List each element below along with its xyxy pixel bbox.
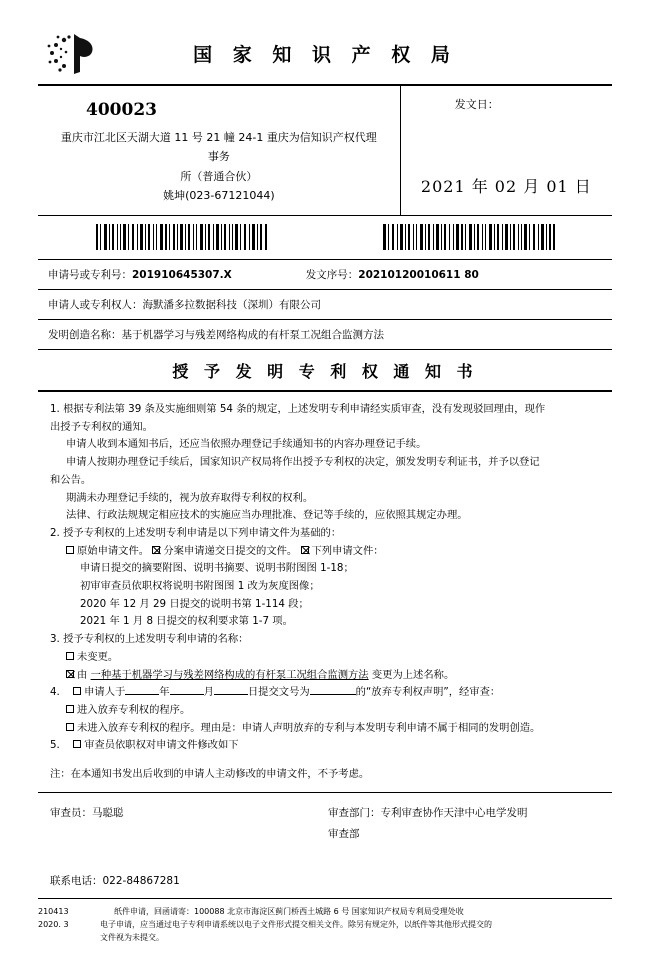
item4-text-d: 日提交文号为 xyxy=(247,686,310,699)
issue-date-value: 2021 年 02 月 01 日 xyxy=(420,177,592,196)
document-note: 注：在本通知书发出后收到的申请人主动修改的申请文件，不予考虑。 xyxy=(50,768,370,781)
item4-text-c: 月 xyxy=(203,686,214,699)
department-value-line2: 审查部 xyxy=(328,828,360,841)
item3-option1 xyxy=(50,649,600,667)
item1-para3: 期满未办理登记手续的，视为放弃取得专利权的权利。 xyxy=(66,491,314,504)
examiner-name: 马聪聪 xyxy=(92,807,124,820)
item3-option2 xyxy=(50,667,600,685)
page-title: 国 家 知 识 产 权 局 xyxy=(193,44,457,66)
item1-para2-cont: 和公告。 xyxy=(50,473,92,486)
addressee-block xyxy=(38,86,401,215)
item1-line1: 1. 根据专利法第 39 条及实施细则第 54 条的规定，上述发明专利申请经实质审查，没有发现驳回理由，现作 xyxy=(50,403,546,415)
item3-heading: 3. 授予专利权的上述发明专利申请的名称： xyxy=(50,633,249,646)
item4-option1 xyxy=(50,702,600,720)
issue-date-block xyxy=(401,86,612,215)
serial-number-value: 20210120010611 80 xyxy=(358,269,479,281)
document-title: 授 予 发 明 专 利 权 通 知 书 xyxy=(38,350,612,392)
item1-para2: 申请人按期办理登记手续后，国家知识产权局将作出授予专利权的决定，颁发发明专利证书，并予以登记 xyxy=(66,456,540,469)
footer-line-1: 纸件申请，回函请寄：100088 北京市海淀区蓟门桥西土城路 6 号 国家知识产权局专利局受理处收 xyxy=(114,907,464,917)
application-number-label: 申请号或专利号： xyxy=(48,269,132,281)
barcode-serial-number-icon xyxy=(383,224,555,250)
examiner-label: 审查员： xyxy=(50,807,92,820)
item4-option2 xyxy=(50,720,600,738)
notice-document xyxy=(0,28,650,958)
address-line-1: 重庆市江北区天湖大道 11 号 21 幢 24-1 重庆为信知识产权代理事务 xyxy=(60,131,377,164)
phone-label: 联系电话： xyxy=(50,875,103,888)
checkbox-name-changed[interactable] xyxy=(66,670,74,678)
invention-title-label: 发明创造名称： xyxy=(48,329,122,341)
item1-para4: 法律、行政法规规定相应技术的实施应当办理批准、登记等手续的，应依照其规定办理。 xyxy=(66,509,468,522)
item2-heading: 2. 授予专利权的上述发明专利申请是以下列申请文件为基础的： xyxy=(50,526,342,539)
postcode: 400023 xyxy=(86,100,157,120)
item2-options xyxy=(50,543,600,561)
application-number-row xyxy=(38,260,612,290)
document-footer xyxy=(38,905,612,945)
footer-code-1: 210413 xyxy=(38,907,69,917)
item2-option1-label: 原始申请文件。 xyxy=(77,544,150,557)
invention-title-value: 基于机器学习与残差网络构成的有杆泵工况组合监测方法 xyxy=(121,329,384,341)
item5-row xyxy=(50,737,600,755)
applicant-value: 海默潘多拉数据科技（深圳）有限公司 xyxy=(142,299,321,311)
phone-value: 022-84867281 xyxy=(102,875,180,888)
item2-list-1: 申请日提交的摘要附图、说明书摘要、说明书附图图 1-18； xyxy=(80,562,354,575)
checkbox-not-enter-waiver-procedure[interactable] xyxy=(66,723,74,731)
item2-list-2: 初审审查员依职权将说明书附图图 1 改为灰度图像； xyxy=(80,580,320,593)
application-number-value: 201910645307.X xyxy=(132,269,232,281)
waiver-day-field[interactable] xyxy=(214,694,248,695)
item1-para1: 申请人收到本通知书后，还应当依照办理登记手续通知书的内容办理登记手续。 xyxy=(66,438,427,451)
item5-number: 5. xyxy=(50,739,60,752)
applicant-label: 申请人或专利权人： xyxy=(48,299,143,311)
signature-block xyxy=(38,793,612,867)
department-label: 审查部门： xyxy=(328,807,381,820)
invention-title-row xyxy=(38,320,612,350)
item4-number: 4. xyxy=(50,686,60,699)
waiver-year-field[interactable] xyxy=(125,694,159,695)
address-line-2: 所（普通合伙） xyxy=(180,169,258,183)
barcode-row xyxy=(38,216,612,260)
footer-line-3: 文件视为未提交。 xyxy=(100,933,164,943)
checkbox-name-unchanged[interactable] xyxy=(66,652,74,660)
item2-list-4: 2021 年 1 月 8 日提交的权利要求第 1-7 项。 xyxy=(80,615,293,628)
document-body xyxy=(38,392,612,755)
item5-label: 审查员依职权对申请文件修改如下 xyxy=(84,739,239,752)
issue-date-label: 发文日： xyxy=(454,98,499,111)
checkbox-divisional-documents[interactable] xyxy=(152,546,160,554)
item3-option2-suffix: 变更为上述名称。 xyxy=(371,668,455,681)
department-value: 专利审查协作天津中心电学发明 xyxy=(380,807,528,820)
barcode-application-number-icon xyxy=(96,224,268,250)
waiver-docno-field[interactable] xyxy=(310,694,356,695)
checkbox-examiner-amendment[interactable] xyxy=(73,740,81,748)
applicant-row xyxy=(38,290,612,320)
item3-option1-label: 未变更。 xyxy=(77,650,119,663)
item4-text-e: 的“放弃专利权声明”，经审查： xyxy=(355,686,501,699)
footer-line-2: 电子申请，应当通过电子专利申请系统以电子文件形式提交相关文件。除另有规定外，以纸件等其他形式提交的 xyxy=(100,920,492,930)
checkbox-following-documents[interactable] xyxy=(301,546,309,554)
item1-line2: 出授予专利权的通知。 xyxy=(50,420,153,433)
item2-list-3: 2020 年 12 月 29 日提交的说明书第 1-114 段； xyxy=(80,597,309,610)
item4-option2-label: 未进入放弃专利权的程序。理由是：申请人声明放弃的专利与本发明专利申请不属于相同的发明创造。 xyxy=(77,721,541,734)
item4-text-b: 年 xyxy=(159,686,170,699)
item3-option2-prefix: 由 xyxy=(77,668,88,681)
item4-row xyxy=(50,684,600,702)
contact-phone-row xyxy=(38,867,612,899)
document-header xyxy=(38,28,612,86)
checkbox-enter-waiver-procedure[interactable] xyxy=(66,705,74,713)
address-line-3: 姚坤(023-67121044) xyxy=(163,188,275,202)
address-date-block xyxy=(38,86,612,216)
footer-code-2: 2020. 3 xyxy=(38,920,69,930)
serial-number-label: 发文序号： xyxy=(305,269,359,281)
waiver-month-field[interactable] xyxy=(170,694,204,695)
item4-text-a: 申请人于 xyxy=(84,686,126,699)
item2-option3-label: 下列申请文件： xyxy=(311,544,384,557)
checkbox-waiver-statement[interactable] xyxy=(73,687,81,695)
item2-option2-label: 分案申请递交日提交的文件。 xyxy=(163,544,298,557)
checkbox-original-documents[interactable] xyxy=(66,546,74,554)
item4-option1-label: 进入放弃专利权的程序。 xyxy=(77,703,191,716)
item3-original-name: 一种基于机器学习与残差网络构成的有杆泵工况组合监测方法 xyxy=(90,668,369,681)
